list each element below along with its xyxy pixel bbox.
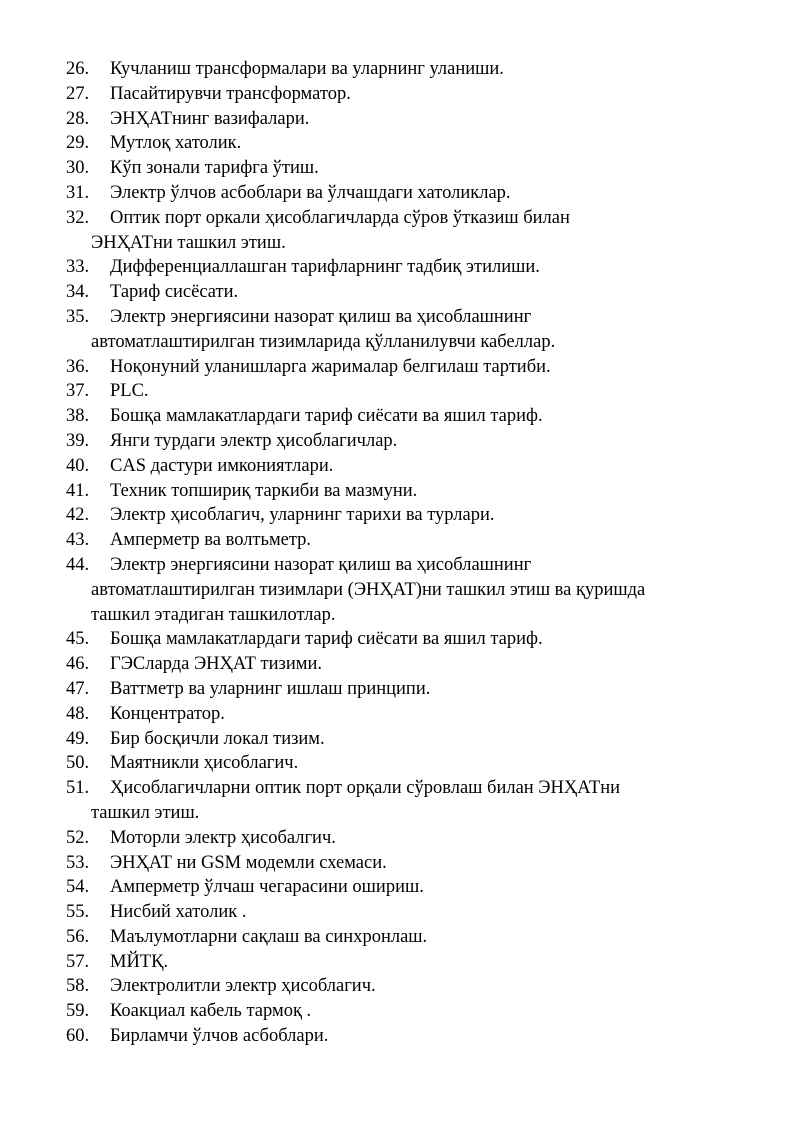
list-item-text: Электр ҳисоблагич, уларнинг тарихи ва турлари. [110, 505, 495, 526]
list-item-text: Оптик порт оркали ҳисоблагичларда сўров ўтказиш билан [110, 207, 570, 228]
list-item [0, 851, 800, 876]
list-item [0, 429, 800, 454]
list-item [0, 355, 800, 380]
list-item [0, 280, 800, 305]
list-item [0, 82, 800, 107]
list-item-text: Кўп зонали тарифга ўтиш. [110, 158, 319, 179]
list-item-text: Пасайтирувчи трансформатор. [110, 83, 351, 104]
list-item-text: Моторли электр ҳисобалгич. [110, 827, 336, 848]
list-item-text: Ноқонуний уланишларга жарималар белгилаш тартиби. [110, 356, 551, 377]
list-item-text: Бошқа мамлакатлардаги тариф сиёсати ва яшил тариф. [110, 406, 543, 427]
list-item-number: 53. [66, 852, 90, 873]
list-item-number: 48. [66, 703, 90, 724]
document-page [0, 57, 800, 1049]
list-item-number: 43. [66, 530, 90, 551]
list-item-number: 26. [66, 59, 90, 79]
list-item-text: ЭНҲАТнинг вазифалари. [110, 108, 310, 129]
list-item [0, 255, 800, 280]
list-item [0, 974, 800, 999]
list-item-text: Нисбий хатолик . [110, 902, 247, 923]
list-item-number: 35. [66, 306, 90, 327]
list-item-number: 59. [66, 1001, 90, 1022]
list-item [0, 206, 800, 256]
list-item-text-continuation: ташкил этадиган ташкилотлар. [91, 604, 336, 625]
list-item-number: 42. [66, 505, 90, 526]
list-item-number: 30. [66, 158, 90, 179]
list-item-number: 45. [66, 629, 90, 650]
list-item-text: Концентратор. [110, 703, 225, 724]
list-item-number: 34. [66, 282, 90, 303]
list-item-number: 50. [66, 753, 90, 774]
list-item [0, 751, 800, 776]
list-item-text-continuation: автоматлаштирилган тизимларида қўлланилувчи кабеллар. [91, 331, 556, 352]
list-item [0, 131, 800, 156]
list-item-text-continuation: ЭНҲАТни ташкил этиш. [91, 232, 286, 253]
list-item-text: Ваттметр ва уларнинг ишлаш принципи. [110, 678, 431, 699]
list-item-number: 40. [66, 455, 90, 476]
list-item-number: 56. [66, 926, 90, 947]
list-item-text: Бошқа мамлакатлардаги тариф сиёсати ва яшил тариф. [110, 629, 543, 650]
list-item-number: 33. [66, 257, 90, 278]
list-item-number: 60. [66, 1026, 90, 1047]
list-item-text: Бир босқичли локал тизим. [110, 728, 325, 749]
list-item-text: Дифференциаллашган тарифларнинг тадбиқ этилиши. [110, 257, 540, 278]
list-item [0, 156, 800, 181]
list-item [0, 503, 800, 528]
list-item-text-continuation: автоматлаштирилган тизимлари (ЭНҲАТ)ни ташкил этиш ва қуришда [91, 579, 646, 600]
list-item [0, 627, 800, 652]
list-item-text: Мутлоқ хатолик. [110, 133, 242, 154]
list-item [0, 404, 800, 429]
list-item-text: Электр энергиясини назорат қилиш ва ҳисоблашнинг [110, 306, 532, 327]
list-item-text: PLC. [110, 381, 149, 402]
list-item-number: 31. [66, 182, 90, 203]
list-item [0, 57, 800, 82]
list-item-number: 37. [66, 381, 90, 402]
list-item [0, 181, 800, 206]
list-item-number: 28. [66, 108, 90, 129]
list-item [0, 826, 800, 851]
list-item-text: Маятникли ҳисоблагич. [110, 753, 299, 774]
list-item-number: 29. [66, 133, 90, 154]
list-item [0, 776, 800, 826]
list-item-text: Тариф сисёсати. [110, 282, 239, 303]
list-item-text: Янги турдаги электр ҳисоблагичлар. [110, 430, 398, 451]
list-item [0, 875, 800, 900]
list-item-number: 32. [66, 207, 90, 228]
list-item-number: 49. [66, 728, 90, 749]
list-item-number: 55. [66, 902, 90, 923]
list-item [0, 379, 800, 404]
list-item [0, 677, 800, 702]
list-item [0, 454, 800, 479]
list-item [0, 528, 800, 553]
list-item-text: Амперметр ва волтьметр. [110, 530, 312, 551]
list-item-text: ЭНҲАТ ни GSM модемли схемаси. [110, 852, 387, 873]
list-item-text: Маълумотларни сақлаш ва синхронлаш. [110, 926, 428, 947]
list-item-text-continuation: ташкил этиш. [91, 802, 200, 823]
list-item [0, 900, 800, 925]
list-item [0, 479, 800, 504]
list-item [0, 925, 800, 950]
list-item-text: Электр энергиясини назорат қилиш ва ҳисоблашнинг [110, 554, 532, 575]
list-item [0, 107, 800, 132]
list-item [0, 950, 800, 975]
list-item [0, 1024, 800, 1049]
list-item [0, 727, 800, 752]
list-item-number: 51. [66, 778, 90, 799]
list-item-text: Бирламчи ўлчов асбоблари. [110, 1026, 329, 1047]
list-item-number: 54. [66, 877, 90, 898]
list-item-text: Техник топшириқ таркиби ва мазмуни. [110, 480, 418, 501]
list-item-number: 27. [66, 83, 90, 104]
list-item-number: 44. [66, 554, 90, 575]
list-item-text: ГЭСларда ЭНҲАТ тизими. [110, 654, 322, 675]
list-item-text: Коакциал кабель тармоқ . [110, 1001, 312, 1022]
list-item-text: МЙТҚ. [110, 951, 169, 972]
list-item-number: 58. [66, 976, 90, 997]
list-item-number: 39. [66, 430, 90, 451]
list-item-text: Электролитли электр ҳисоблагич. [110, 976, 376, 997]
list-item-number: 38. [66, 406, 90, 427]
list-item [0, 652, 800, 677]
list-item-number: 46. [66, 654, 90, 675]
list-item-text: Ҳисоблагичларни оптик порт орқали сўровлаш билан ЭНҲАТни [110, 778, 621, 799]
list-item [0, 999, 800, 1024]
list-item-text: Кучланиш трансформалари ва уларнинг уланиши. [110, 59, 504, 79]
list-item-number: 47. [66, 678, 90, 699]
numbered-list [0, 57, 800, 1049]
list-item-number: 41. [66, 480, 90, 501]
list-item-text: Амперметр ўлчаш чегарасини ошириш. [110, 877, 424, 898]
list-item-text: CAS дастури имкониятлари. [110, 455, 334, 476]
list-item-number: 36. [66, 356, 90, 377]
list-item-number: 57. [66, 951, 90, 972]
list-item-number: 52. [66, 827, 90, 848]
list-item-text: Электр ўлчов асбоблари ва ўлчашдаги хатоликлар. [110, 182, 511, 203]
list-item [0, 305, 800, 355]
list-item [0, 553, 800, 627]
list-item [0, 702, 800, 727]
